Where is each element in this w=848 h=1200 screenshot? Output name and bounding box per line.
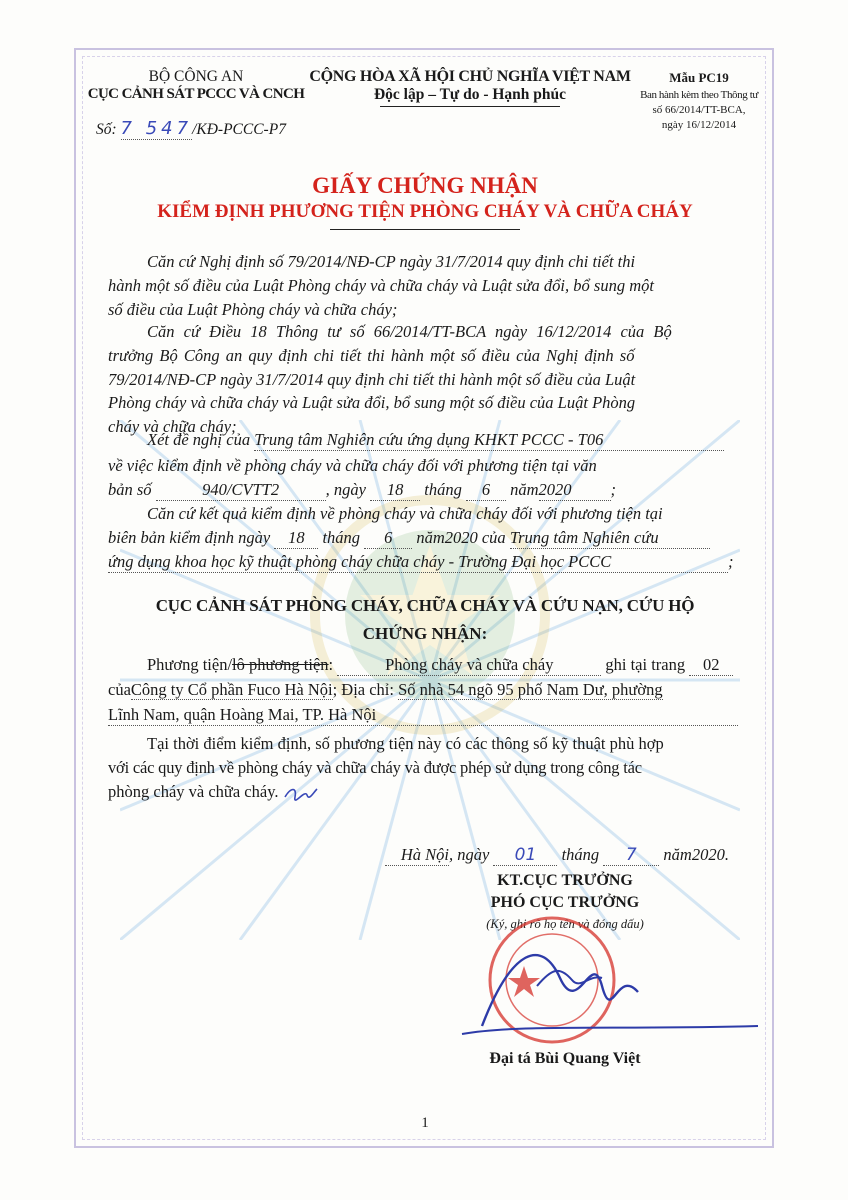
signer-title-1: KT.CỤC TRƯỞNG: [497, 872, 633, 889]
document-number-value: 7 547: [120, 118, 193, 139]
issue-date: Hà Nội, ngày 01 tháng 7 năm2020.: [385, 845, 729, 866]
department-name: CỤC CẢNH SÁT PCCC VÀ CNCH: [87, 86, 305, 102]
initials-mark-icon: [283, 783, 319, 803]
conclusion-end: phòng cháy và chữa cháy.: [108, 782, 319, 803]
certificate-title: GIẤY CHỨNG NHẬN: [312, 173, 538, 198]
ministry-name: BỘ CÔNG AN: [148, 68, 244, 85]
request-docref: bản số 940/CVTT2 , ngày 18 tháng 6 năm2020 ;: [108, 480, 617, 499]
doc-number: 940/CVTT2: [156, 480, 326, 501]
signer-name: Đại tá Bùi Quang Việt: [489, 1050, 641, 1067]
header-left: [80, 68, 312, 103]
struck-text: lô phương tiện: [232, 655, 329, 674]
vehicle-type: Phòng cháy và chữa cháy: [337, 655, 601, 676]
inspection-date-line: biên bản kiểm định ngày 18 tháng 6 năm2020 của Trung tâm Nghiên cứu: [108, 528, 710, 549]
address-line: [108, 705, 738, 726]
address-part-1: Số nhà 54 ngõ 95 phố Nam Dư, phường: [398, 680, 663, 699]
company-line: củaCông ty Cổ phần Fuco Hà Nội; Địa chỉ: Số nhà 54 ngõ 95 phố Nam Dư, phường: [108, 680, 663, 699]
inspection-org-line: ứng dụng khoa học kỹ thuật phòng cháy chữa cháy - Trường Đại học PCCC ;: [108, 552, 734, 571]
page-number: 1: [421, 1115, 429, 1131]
signature-instruction: (Ký, ghi rõ họ tên và đóng dấu): [486, 917, 644, 931]
republic-name: CỘNG HÒA XÃ HỘI CHỦ NGHĨA VIỆT NAM: [309, 68, 631, 85]
request-line: Xét đề nghị của Trung tâm Nghiên cứu ứng dụng KHKT PCCC - T06: [147, 430, 724, 451]
issuing-agency: CỤC CẢNH SÁT PHÒNG CHÁY, CHỮA CHÁY VÀ CỨU NẠN, CỨU HỘ: [155, 596, 695, 615]
motto-underline: [380, 106, 560, 107]
national-motto: Độc lập – Tự do - Hạnh phúc: [373, 86, 567, 103]
certificate-subtitle: KIỂM ĐỊNH PHƯƠNG TIỆN PHÒNG CHÁY VÀ CHỮA CHÁY: [157, 201, 693, 222]
document-number: Số: 7 547/KĐ-PCCC-P7: [96, 118, 286, 139]
header-right: Mẫu PC19 Ban hành kèm theo Thông tư số 66/2014/TT-BCA, ngày 16/12/2014: [626, 70, 772, 133]
address-part-2: Lĩnh Nam, quận Hoàng Mai, TP. Hà Nội: [108, 705, 738, 726]
title-underline: [330, 229, 520, 230]
page-reference: 02: [689, 655, 733, 676]
requesting-org: Trung tâm Nghiên cứu ứng dụng KHKT PCCC - T06: [254, 430, 724, 451]
issue-day: 01: [493, 845, 557, 866]
form-code: Mẫu PC19: [669, 70, 729, 85]
signature-stroke-icon: [460, 1010, 760, 1040]
header-center: [300, 68, 640, 107]
vehicle-line: Phương tiện/lô phương tiện: Phòng cháy và chữa cháy ghi tại trang 02: [147, 655, 733, 676]
certifies-heading: CHỨNG NHẬN:: [362, 624, 488, 643]
issue-month: 7: [603, 845, 659, 866]
signer-title-2: PHÓ CỤC TRƯỞNG: [490, 894, 640, 911]
company-name: Công ty Cổ phần Fuco Hà Nội: [130, 680, 333, 699]
